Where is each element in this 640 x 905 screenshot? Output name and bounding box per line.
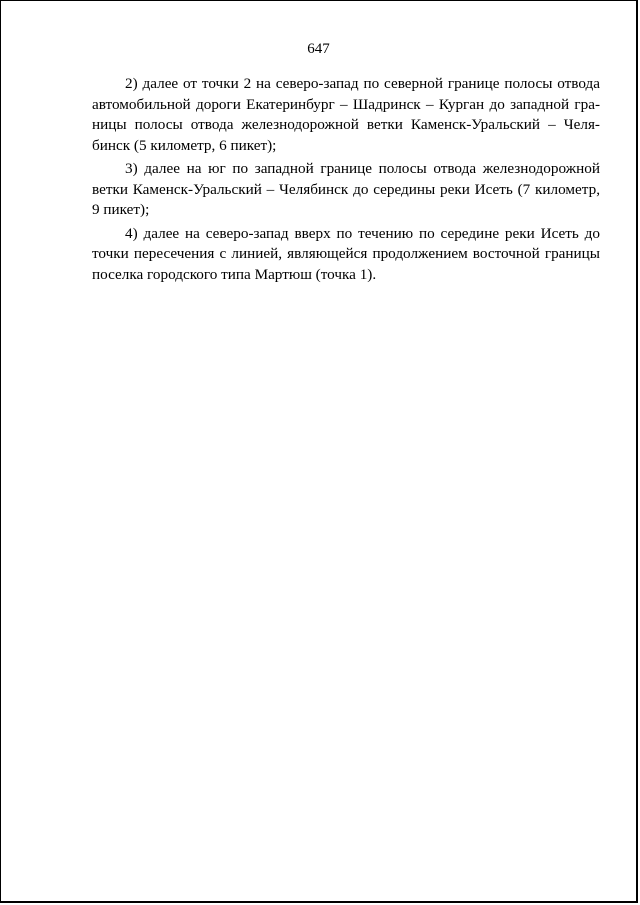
text-line: 2) далее от точки 2 на северо-запад по северной границе полосы отвода [125,75,600,92]
text-line: бинск (5 километр, 6 пикет); [92,136,277,154]
page-number: 647 [307,41,330,57]
text-line: автомобильной дороги Екатеринбург – Шадринск – Курган до западной гра- [92,95,600,113]
text-line: 3) далее на юг по западной границе полосы отвода железнодорожной [125,160,600,177]
paragraph-4 [92,224,600,286]
document-body [92,74,600,288]
text-line: ницы полосы отвода железнодорожной ветки Каменск-Уральский – Челя- [92,116,600,133]
text-line: 9 пикет); [92,201,150,218]
text-line: поселка городского типа Мартюш (точка 1). [92,265,377,283]
paragraph-2 [92,74,600,156]
text-line: ветки Каменск-Уральский – Челябинск до середины реки Исеть (7 километр, [92,180,600,198]
text-line: 4) далее на северо-запад вверх по течению по середине реки Исеть до [125,224,600,242]
paragraph-3 [92,159,600,221]
text-line: точки пересечения с линией, являющейся продолжением восточной границы [92,245,600,262]
